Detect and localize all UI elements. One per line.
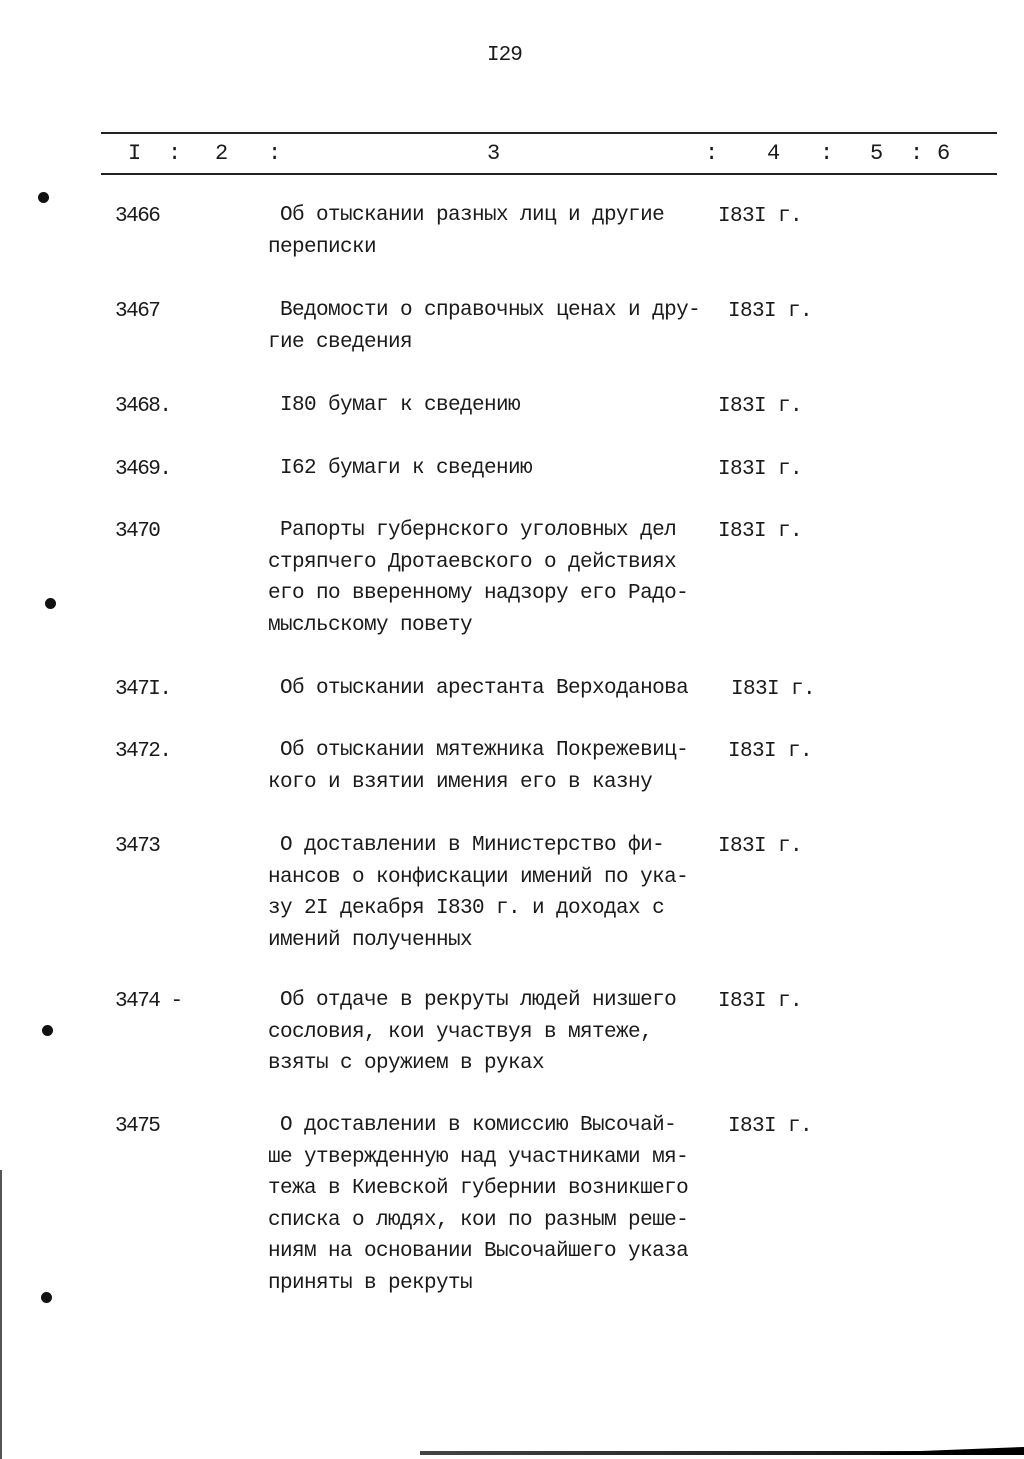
column-separator: :: [168, 141, 182, 166]
entry-date: I83I г.: [718, 458, 803, 481]
entry-date: I83I г.: [728, 1115, 813, 1138]
entry-date: I83I г.: [718, 205, 803, 228]
column-separator: :: [705, 141, 719, 166]
entry-title-line: стряпчего Дротаевского о действиях: [268, 550, 677, 574]
entry-title-line: Об отыскании разных лиц и другие: [268, 204, 665, 227]
entry-number: 3468.: [115, 395, 171, 418]
punch-hole-icon: [45, 598, 56, 609]
entry-title-line: I80 бумаг к сведению: [268, 394, 521, 417]
column-separator: :: [268, 141, 282, 166]
entry-title: [268, 1110, 688, 1299]
entry-title-line: его по вверенному надзору его Радо-: [268, 582, 689, 605]
table-header-bottom-rule: [101, 173, 997, 175]
entry-number: 3467: [115, 300, 160, 323]
column-header-4: 4: [767, 141, 781, 166]
entry-date: I83I г.: [718, 395, 803, 418]
entry-title-line: кого и взятии имения его в казну: [268, 770, 653, 794]
entry-title-line: сословия, кои участвуя в мятеже,: [268, 1020, 653, 1044]
punch-hole-icon: [42, 1025, 53, 1036]
entry-number: 3472.: [115, 740, 171, 763]
entry-title-line: Рапорты губернского уголовных дел: [268, 519, 677, 542]
entry-title-line: приняты в рекруты: [268, 1271, 473, 1295]
entry-date: I83I г.: [718, 990, 803, 1013]
entry-title-line: ниям на основании Высочайшего указа: [268, 1240, 689, 1263]
table-header-top-rule: [101, 132, 997, 134]
entry-title: [268, 830, 688, 956]
entry-number: 3470: [115, 520, 160, 543]
entry-title-line: Об отыскании арестанта Верходанова: [268, 677, 689, 700]
entry-title-line: зу 2I декабря I830 г. и доходах с: [268, 897, 665, 920]
column-header-6: 6: [937, 141, 951, 166]
entry-title-line: мысльскому повету: [268, 613, 473, 637]
entry-number: 3473: [115, 835, 160, 858]
entry-title-line: ше утвержденную над участниками мя-: [268, 1145, 689, 1169]
entry-title-line: Об отыскании мятежника Покрежевиц-: [268, 739, 689, 762]
scan-edge-shadow: [0, 1170, 2, 1459]
entry-number: 3469.: [115, 458, 171, 481]
entry-title: [268, 735, 688, 798]
entry-title-line: списка о людях, кои по разным реше-: [268, 1208, 689, 1232]
punch-hole-icon: [38, 192, 49, 203]
entry-title-line: Ведомости о справочных ценах и дру-: [268, 299, 701, 322]
punch-hole-icon: [41, 1292, 52, 1303]
entry-date: I83I г.: [728, 740, 813, 763]
entry-title-line: нансов о конфискации имений по ука-: [268, 865, 689, 889]
entry-title: [268, 200, 664, 263]
page-number: I29: [487, 44, 522, 67]
entry-title: [268, 453, 532, 485]
entry-title: [268, 985, 676, 1080]
column-separator: :: [910, 141, 924, 166]
column-separator: :: [820, 141, 834, 166]
entry-title-line: тежа в Киевской губернии возникшего: [268, 1177, 689, 1200]
entry-title-line: переписки: [268, 235, 377, 259]
entry-title-line: взяты с оружием в руках: [268, 1052, 545, 1075]
entry-number: 347I.: [115, 678, 171, 701]
column-header-2: 2: [215, 141, 229, 166]
entry-date: I83I г.: [718, 835, 803, 858]
entry-number: 3475: [115, 1115, 160, 1138]
entry-title: [268, 390, 520, 422]
entry-date: I83I г.: [718, 520, 803, 543]
entry-title-line: гие сведения: [268, 330, 413, 354]
entry-title: [268, 515, 688, 641]
column-header-5: 5: [870, 141, 884, 166]
entry-title-line: О доставлении в комиссию Высочай-: [268, 1114, 677, 1137]
entry-title: [268, 295, 700, 358]
entry-date: I83I г.: [731, 678, 816, 701]
entry-number: 3466: [115, 205, 160, 228]
entry-title: [268, 673, 688, 705]
entry-number: 3474 -: [115, 990, 182, 1013]
entry-date: I83I г.: [728, 300, 813, 323]
column-header-I: I: [128, 141, 142, 166]
entry-title-line: имений полученных: [268, 928, 473, 952]
entry-title-line: Об отдаче в рекруты людей низшего: [268, 989, 677, 1012]
entry-title-line: О доставлении в Министерство фи-: [268, 834, 665, 857]
entry-title-line: I62 бумаги к сведению: [268, 457, 533, 480]
column-header-3: 3: [487, 141, 501, 166]
